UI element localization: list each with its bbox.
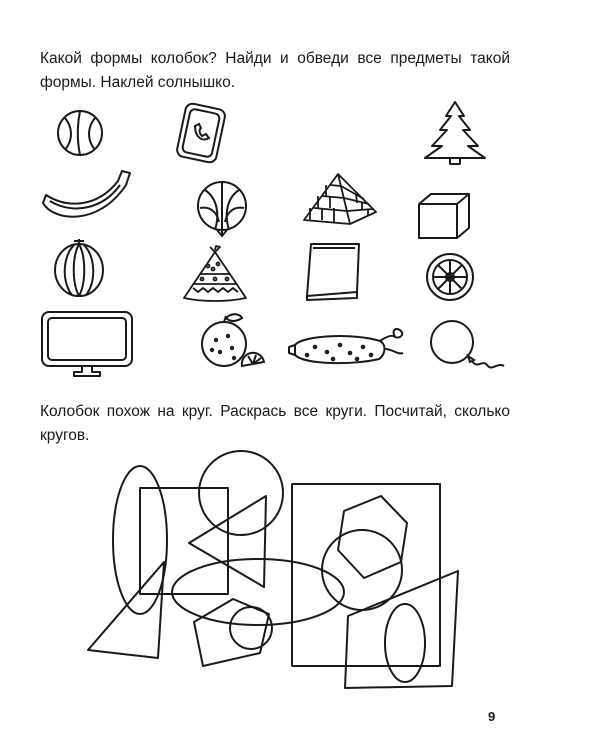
big-square: [292, 484, 440, 666]
left-triangle: [88, 562, 164, 658]
cabbage-icon: [195, 178, 250, 238]
wheel-icon: [425, 252, 475, 302]
banana-icon: [38, 165, 138, 230]
balloon-icon: [428, 318, 508, 373]
task-1-instruction: Какой формы колобок? Найди и обведи все предметы такой формы. Наклей солнышко.: [40, 50, 510, 91]
cube-icon: [415, 190, 473, 242]
cucumber-icon: [285, 325, 410, 370]
monitor-icon: [38, 308, 136, 380]
phone-card-icon: [175, 100, 230, 165]
task-2-instruction: Колобок похож на круг. Раскрась все круги. Посчитай, сколько кругов.: [40, 403, 510, 444]
wide-ellipse: [172, 559, 344, 625]
watermelon-icon: [52, 237, 107, 299]
left-square: [140, 488, 228, 594]
pyramid-icon: [300, 172, 380, 227]
fir-tree-icon: [420, 100, 490, 165]
quadrilateral: [345, 571, 458, 688]
hexagon: [338, 496, 407, 578]
ball-icon: [55, 108, 105, 158]
party-hat-icon: [180, 244, 250, 304]
orange-icon: [198, 312, 268, 370]
small-ellipse: [385, 604, 425, 682]
top-circle: [199, 451, 283, 535]
overlapping-shapes: [85, 440, 485, 700]
book-icon: [303, 240, 365, 302]
page-number: 9: [488, 709, 496, 724]
